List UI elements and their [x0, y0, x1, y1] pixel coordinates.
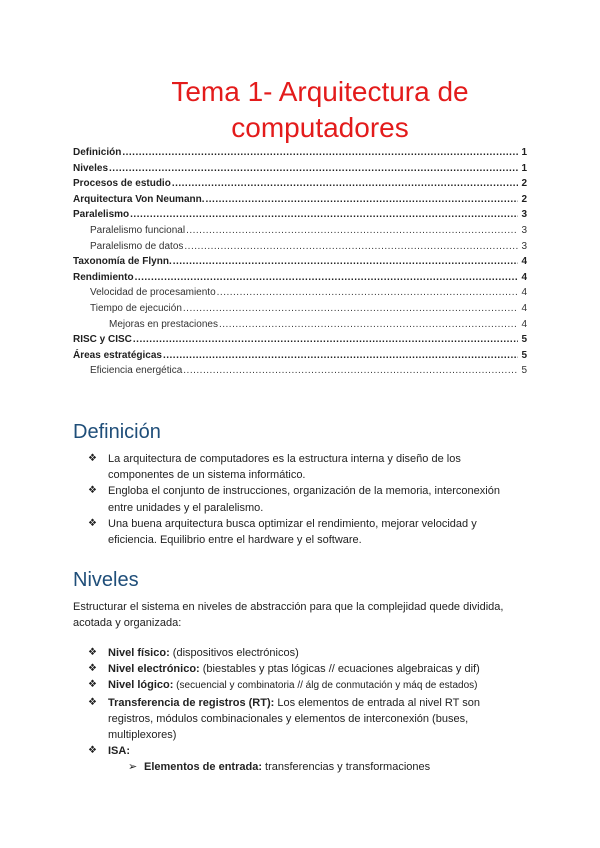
toc-leader-dots — [109, 163, 518, 174]
toc-entry[interactable] — [73, 163, 527, 179]
toc-page-number: 1 — [521, 147, 527, 158]
toc-leader-dots — [184, 241, 518, 252]
sub-list-item: ➢ Elementos de entrada: transferencias y transformaciones — [128, 761, 431, 773]
toc-entry[interactable] — [73, 287, 527, 303]
list-item: ❖ ISA: — [88, 743, 528, 759]
list-item: ❖ Nivel electrónico: (biestables y ptas lógicas // ecuaciones algebraicas y dif) — [88, 661, 528, 677]
toc-page-number: 2 — [521, 193, 527, 205]
toc-leader-dots — [173, 256, 518, 267]
toc-entry-label: Arquitectura Von Neumann. — [73, 193, 205, 205]
toc-entry[interactable] — [73, 209, 527, 225]
toc-entry[interactable] — [73, 256, 527, 272]
toc-entry[interactable] — [73, 147, 527, 163]
toc-entry[interactable] — [73, 225, 527, 241]
diamond-bullet-icon: ❖ — [88, 679, 97, 691]
toc-entry-label: Mejoras en prestaciones — [109, 318, 218, 330]
toc-leader-dots — [186, 225, 518, 236]
toc-entry-label: Eficiencia energética — [90, 365, 183, 377]
toc-entry-label: Paralelismo — [73, 209, 130, 221]
diamond-bullet-icon: ❖ — [88, 745, 97, 757]
toc-leader-dots — [217, 287, 518, 298]
list-item: ❖ Una buena arquitectura busca optimizar el rendimiento, mejorar velocidad y eficiencia. Equilibrio entre el hardware y el software. — [88, 516, 528, 548]
toc-leader-dots — [163, 350, 518, 361]
toc-leader-dots — [206, 194, 519, 205]
toc-entry-label: Áreas estratégicas — [73, 349, 162, 361]
niveles-list — [88, 645, 528, 759]
toc-entry-label: Rendimiento — [73, 271, 134, 283]
document-title — [120, 74, 520, 146]
toc-page-number: 5 — [521, 334, 527, 346]
diamond-bullet-icon: ❖ — [88, 696, 97, 708]
diamond-bullet-icon: ❖ — [88, 485, 97, 497]
toc-entry[interactable] — [73, 303, 527, 319]
toc-page-number: 3 — [521, 224, 527, 236]
toc-leader-dots — [130, 209, 518, 220]
toc-entry[interactable] — [73, 194, 527, 210]
toc-entry-label: Paralelismo de datos — [90, 240, 184, 252]
toc-page-number: 4 — [521, 318, 527, 330]
toc-leader-dots — [183, 303, 518, 314]
toc-page-number: 4 — [521, 271, 527, 283]
title-line-1: Tema 1- Arquitectura de — [171, 76, 469, 107]
toc-entry[interactable] — [73, 350, 527, 366]
toc-page-number: 5 — [521, 365, 527, 377]
toc-leader-dots — [133, 334, 518, 345]
toc-entry-label: Niveles — [73, 162, 109, 174]
toc-entry-label: Definición — [73, 147, 122, 158]
toc-page-number: 2 — [521, 178, 527, 190]
title-line-2: computadores — [231, 112, 409, 143]
toc-entry[interactable] — [73, 365, 527, 381]
heading-niveles: Niveles — [73, 569, 139, 591]
toc-entry[interactable] — [73, 272, 527, 288]
toc-entry-label: Procesos de estudio — [73, 178, 171, 190]
table-of-contents — [73, 147, 527, 381]
list-item: ❖ Nivel lógico: (secuencial y combinatoria // álg de conmutación y máq de estados) — [88, 677, 528, 694]
toc-leader-dots — [172, 178, 518, 189]
diamond-bullet-icon: ❖ — [88, 453, 97, 464]
toc-entry-label: Paralelismo funcional — [90, 224, 186, 236]
list-item: ❖ Engloba el conjunto de instrucciones, organización de la memoria, interconexión entre unidades y el paralelismo. — [88, 483, 528, 515]
niveles-intro: Estructurar el sistema en niveles de abstracción para que la complejidad quede dividida, acotada y organizada: — [73, 601, 504, 630]
toc-entry[interactable] — [73, 319, 527, 335]
toc-entry-label: Tiempo de ejecución — [90, 302, 182, 314]
toc-entry[interactable] — [73, 178, 527, 194]
list-item: ❖ Nivel físico: (dispositivos electrónicos) — [88, 645, 528, 661]
toc-entry-label: Taxonomía de Flynn. — [73, 256, 172, 268]
heading-definicion: Definición — [73, 421, 161, 443]
toc-entry[interactable] — [73, 334, 527, 350]
list-item: ❖ Transferencia de registros (RT): Los elementos de entrada al nivel RT son registros, módulos combinacionales y elementos de interconexión (buses, multiplexores) — [88, 695, 528, 744]
arrow-bullet-icon: ➢ — [128, 761, 138, 773]
toc-entry-label: RISC y CISC — [73, 334, 132, 346]
diamond-bullet-icon: ❖ — [88, 517, 97, 529]
diamond-bullet-icon: ❖ — [88, 647, 97, 658]
diamond-bullet-icon: ❖ — [88, 663, 97, 675]
list-item: ❖ La arquitectura de computadores es la estructura interna y diseño de los componentes de un sistema informático. — [88, 451, 528, 483]
toc-leader-dots — [183, 365, 518, 376]
toc-leader-dots — [219, 319, 518, 330]
toc-entry[interactable] — [73, 241, 527, 257]
toc-page-number: 4 — [521, 287, 527, 299]
toc-page-number: 1 — [521, 162, 527, 174]
toc-page-number: 4 — [521, 256, 527, 268]
toc-page-number: 4 — [521, 302, 527, 314]
toc-entry-label: Velocidad de procesamiento — [90, 287, 216, 299]
toc-page-number: 3 — [521, 209, 527, 221]
toc-page-number: 5 — [521, 349, 527, 361]
toc-leader-dots — [135, 272, 518, 283]
toc-leader-dots — [122, 147, 518, 158]
toc-page-number: 3 — [521, 240, 527, 252]
definicion-list — [88, 451, 528, 548]
